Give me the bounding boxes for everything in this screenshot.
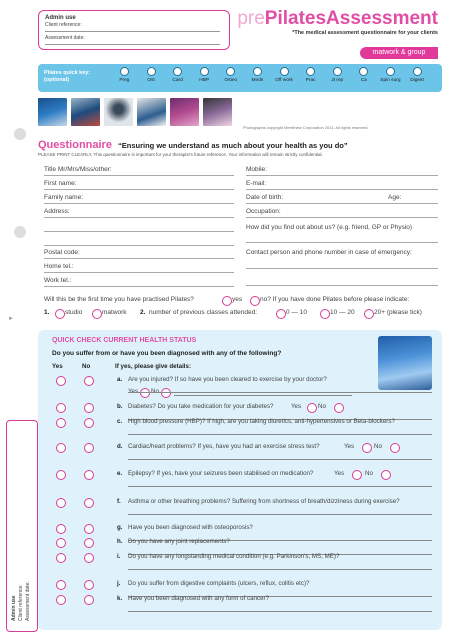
health-g-yes-radio[interactable] — [56, 524, 66, 534]
health-c-letter: c. — [117, 418, 123, 425]
health-e-sub-no-label: No — [365, 470, 373, 477]
first-time-no-label: no? If you have done Pilates before please indicate: — [260, 296, 410, 303]
health-a-sub-yes-radio[interactable] — [140, 388, 150, 398]
quick-key-preg[interactable] — [112, 67, 136, 83]
first-time-yes-radio[interactable] — [222, 296, 232, 306]
health-b-sub-yes-label: Yes — [291, 403, 302, 410]
quick-key-label: Card — [172, 78, 183, 83]
quick-key-jt-rep[interactable] — [325, 67, 349, 83]
quick-key-ca[interactable] — [352, 67, 376, 83]
photo-reformer-2 — [71, 98, 100, 126]
health-k-letter: k. — [117, 595, 123, 602]
quick-key-digest[interactable] — [405, 67, 429, 83]
side-client-ref: Client reference: — [18, 584, 24, 621]
photo-stretch — [104, 98, 133, 126]
photo-reformer-1 — [38, 98, 67, 126]
health-a-details-line[interactable] — [174, 395, 352, 396]
side-assessment-date: Assessment date: — [25, 581, 31, 621]
quick-key-checkbox[interactable] — [386, 67, 395, 76]
quick-key-checkbox[interactable] — [173, 67, 182, 76]
pilates-quick-key — [38, 64, 442, 92]
health-a-yes-radio[interactable] — [56, 376, 66, 386]
photo-ball — [137, 98, 166, 126]
email-field[interactable] — [246, 189, 438, 190]
health-heading: QUICK CHECK CURRENT HEALTH STATUS — [52, 337, 197, 344]
email-label: E-mail: — [246, 180, 267, 187]
health-a-sub-no-radio[interactable] — [161, 388, 171, 398]
work-tel-label: Work tel.: — [44, 277, 72, 284]
health-photo — [378, 336, 432, 390]
health-d-letter: d. — [117, 443, 123, 450]
health-b-sub-no-label: No — [318, 403, 326, 410]
health-d-sub-yes-radio[interactable] — [362, 443, 372, 453]
matwork-radio[interactable] — [92, 309, 102, 319]
assessment-date-line[interactable] — [45, 44, 220, 45]
health-a-details-line[interactable] — [128, 392, 432, 393]
health-e-question: Epilepsy? If yes, have your seizures been stabilised on medication? — [128, 470, 314, 477]
quick-key-checkbox[interactable] — [280, 67, 289, 76]
health-e-details-line[interactable] — [128, 486, 432, 487]
health-a-sub-yes-label: Yes — [128, 388, 139, 395]
col-details-label: If yes, please give details: — [115, 363, 192, 370]
title-field[interactable] — [44, 175, 234, 176]
quick-key-hbp[interactable] — [192, 67, 216, 83]
mobile-field[interactable] — [246, 175, 438, 176]
subtitle: *The medical assessment questionnaire for your clients — [292, 30, 438, 36]
postal-code-label: Postal code: — [44, 249, 80, 256]
quick-key-checkbox[interactable] — [120, 67, 129, 76]
first-time-no-radio[interactable] — [250, 296, 260, 306]
address-field-3[interactable] — [44, 245, 234, 246]
health-h-letter: h. — [117, 538, 123, 545]
dob-label: Date of birth: — [246, 194, 284, 201]
health-d-details-line[interactable] — [128, 459, 432, 460]
client-ref-label: Client reference: — [45, 22, 82, 28]
questionnaire-slogan: “Ensuring we understand as much about your health as you do” — [118, 141, 348, 150]
health-h-question: Do you have any joint replacements? — [128, 538, 230, 545]
home-tel-field[interactable] — [44, 272, 234, 273]
health-h-yes-radio[interactable] — [56, 538, 66, 548]
classes-10-20-label: 10 — 20 — [330, 309, 355, 316]
quick-key-label: Off work — [275, 78, 293, 83]
assessment-date-label: Assessment date: — [45, 35, 85, 41]
health-b-sub-yes-radio[interactable] — [307, 403, 317, 413]
health-k-no-radio[interactable] — [84, 595, 94, 605]
age-label: Age: — [388, 194, 402, 201]
margin-arrow-icon: ► — [8, 316, 14, 322]
col-yes-label: Yes — [52, 363, 63, 370]
quick-key-label: Pilates quick key: — [44, 70, 91, 76]
admin-use-box — [38, 10, 230, 50]
health-e-sub-yes-label: Yes — [334, 470, 345, 477]
health-b-letter: b. — [117, 403, 123, 410]
health-e-no-radio[interactable] — [84, 470, 94, 480]
side-admin-box — [6, 420, 38, 632]
first-name-field[interactable] — [44, 189, 234, 190]
work-tel-field[interactable] — [44, 286, 234, 287]
quick-key-label: Meds — [251, 78, 264, 83]
health-d-no-radio[interactable] — [84, 443, 94, 453]
quick-key-checkbox[interactable] — [359, 67, 368, 76]
quick-key-checkbox[interactable] — [200, 67, 209, 76]
punch-hole-top — [14, 128, 26, 140]
quick-key-off-work[interactable] — [272, 67, 296, 83]
quick-key-checkbox[interactable] — [413, 67, 422, 76]
quick-key-checkbox[interactable] — [333, 67, 342, 76]
quick-key-label: Spin surg — [380, 78, 401, 83]
family-name-label: Family name: — [44, 194, 84, 201]
health-b-no-radio[interactable] — [84, 403, 94, 413]
health-j-letter: j. — [117, 580, 121, 587]
first-time-question: Will this be the first time you have practised Pilates? — [44, 296, 194, 303]
side-admin-heading: Admin use — [11, 595, 17, 621]
health-d-sub-no-radio[interactable] — [390, 443, 400, 453]
item-2-number: 2. — [140, 309, 146, 316]
quick-key-checkbox[interactable] — [306, 67, 315, 76]
quick-key-meds[interactable] — [245, 67, 269, 83]
health-g-no-radio[interactable] — [84, 524, 94, 534]
quick-key-label: Jt rep — [331, 78, 344, 83]
classes-20-plus-radio[interactable] — [364, 309, 374, 319]
questionnaire-instructions: PLEASE PRINT CLEARLY. This questionnaire is important for your therapist’s future reference. Your information will remain strictly confidential. — [38, 152, 323, 157]
health-e-sub-yes-radio[interactable] — [352, 470, 362, 480]
matwork-label: matwork — [102, 309, 127, 316]
photo-cadillac — [170, 98, 199, 126]
quick-key-spin-surg[interactable] — [378, 67, 402, 83]
dob-field[interactable] — [246, 203, 438, 204]
questionnaire-title: Questionnaire — [38, 139, 112, 151]
address-field-2[interactable] — [44, 231, 234, 232]
classes-0-10-radio[interactable] — [276, 309, 286, 319]
quick-key-label: Ca — [360, 78, 367, 83]
health-a-sub-no-label: No — [151, 388, 159, 395]
how-find-field[interactable] — [246, 242, 438, 243]
quick-key-ost[interactable] — [139, 67, 163, 83]
studio-label: studio — [65, 309, 83, 316]
admin-heading: Admin use — [45, 15, 76, 21]
quick-key-label: Ost — [147, 78, 155, 83]
health-f-letter: f. — [117, 498, 121, 505]
quick-key-label: Osteo — [224, 78, 238, 83]
quick-key-label: Prac — [305, 78, 316, 83]
health-e-sub-no-radio[interactable] — [381, 470, 391, 480]
health-d-sub-no-label: No — [374, 443, 382, 450]
home-tel-label: Home tel.: — [44, 263, 74, 270]
quick-key-prac[interactable] — [299, 67, 323, 83]
title-label: Title Mr/Mrs/Miss/other: — [44, 166, 112, 173]
first-name-label: First name: — [44, 180, 77, 187]
health-k-question: Have you been diagnosed with any form of cancer? — [128, 595, 270, 602]
health-d-question: Cardiac/heart problems? If yes, have you had an exercise stress test? — [128, 443, 320, 450]
item-1-number: 1. — [44, 309, 50, 316]
health-i-question: Do you have any longstanding medical condition (e.g. Parkinson’s, MS, ME)? — [128, 553, 340, 560]
punch-hole-mid — [14, 226, 26, 238]
health-b-sub-no-radio[interactable] — [334, 403, 344, 413]
health-i-no-radio[interactable] — [84, 553, 94, 563]
health-a-letter: a. — [117, 376, 123, 383]
quick-key-checkbox[interactable] — [253, 67, 262, 76]
health-c-no-radio[interactable] — [84, 418, 94, 428]
quick-key-label: Preg — [119, 78, 130, 83]
health-i-yes-radio[interactable] — [56, 553, 66, 563]
postal-code-field[interactable] — [44, 258, 234, 259]
quick-key-checkbox[interactable] — [147, 67, 156, 76]
health-k-yes-radio[interactable] — [56, 595, 66, 605]
health-j-yes-radio[interactable] — [56, 580, 66, 590]
health-f-details-line[interactable] — [128, 514, 432, 515]
occupation-label: Occupation: — [246, 208, 281, 215]
health-e-yes-radio[interactable] — [56, 470, 66, 480]
health-a-no-radio[interactable] — [84, 376, 94, 386]
emergency-contact-field-1[interactable] — [246, 268, 438, 269]
classes-10-20-radio[interactable] — [320, 309, 330, 319]
photo-credit: Photographs copyright Merrithew Corporation 2011. All rights reserved. — [243, 125, 369, 130]
health-j-question: Do you suffer from digestive complaints (ulcers, reflux, colitis etc)? — [128, 580, 310, 587]
quick-key-osteo[interactable] — [219, 67, 243, 83]
client-ref-line[interactable] — [45, 31, 220, 32]
col-no-label: No — [82, 363, 91, 370]
studio-radio[interactable] — [55, 309, 65, 319]
classes-20-plus-label: 20+ (please tick) — [374, 309, 422, 316]
photo-chair — [203, 98, 232, 126]
num-classes-label: number of previous classes attended: — [149, 309, 258, 316]
health-d-sub-yes-label: Yes — [344, 443, 355, 450]
health-g-letter: g. — [117, 524, 123, 531]
health-g-question: Have you been diagnosed with osteoporosis? — [128, 524, 253, 531]
quick-key-optional: (optional) — [44, 77, 70, 83]
emergency-contact-label: Contact person and phone number in case of emergency: — [246, 249, 412, 256]
address-field-1[interactable] — [44, 217, 234, 218]
page-title: prePilatesAssessment — [237, 8, 438, 29]
health-b-question: Diabetes? Do you take medication for your diabetes? — [128, 403, 274, 410]
mobile-label: Mobile: — [246, 166, 267, 173]
health-j-no-radio[interactable] — [84, 580, 94, 590]
health-b-yes-radio[interactable] — [56, 403, 66, 413]
health-k-details-line[interactable] — [128, 611, 432, 612]
family-name-field[interactable] — [44, 203, 234, 204]
how-find-label: How did you find out about us? (e.g. friend, GP or Physio) — [246, 224, 413, 231]
health-h-no-radio[interactable] — [84, 538, 94, 548]
health-question: Do you suffer from or have you been diagnosed with any of the following? — [52, 350, 282, 357]
quick-key-checkbox[interactable] — [226, 67, 235, 76]
emergency-contact-field-2[interactable] — [246, 285, 438, 286]
health-a-question: Are you injured? If so have you been cleared to exercise by your doctor? — [128, 376, 327, 383]
health-c-details-line[interactable] — [128, 434, 432, 435]
classes-0-10-label: 0 — 10 — [286, 309, 307, 316]
quick-key-label: HBP — [199, 78, 210, 83]
health-f-yes-radio[interactable] — [56, 498, 66, 508]
occupation-field[interactable] — [246, 217, 438, 218]
quick-key-label: Digest — [410, 78, 424, 83]
health-f-question: Asthma or other breathing problems? Suffering from shortness of breath/dizziness during exercise? — [128, 498, 400, 505]
health-d-yes-radio[interactable] — [56, 443, 66, 453]
quick-key-card[interactable] — [166, 67, 190, 83]
matwork-badge: matwork & group — [360, 47, 438, 59]
health-c-question: High blood pressure (HBP)? If high, are you taking diuretics, anti-hypertensives or Beta-blockers? — [128, 418, 395, 425]
address-label: Address: — [44, 208, 70, 215]
health-i-details-line[interactable] — [128, 569, 432, 570]
health-f-no-radio[interactable] — [84, 498, 94, 508]
health-i-letter: i. — [117, 553, 121, 560]
health-e-letter: e. — [117, 470, 123, 477]
first-time-yes-label: yes — [232, 296, 243, 303]
health-c-yes-radio[interactable] — [56, 418, 66, 428]
